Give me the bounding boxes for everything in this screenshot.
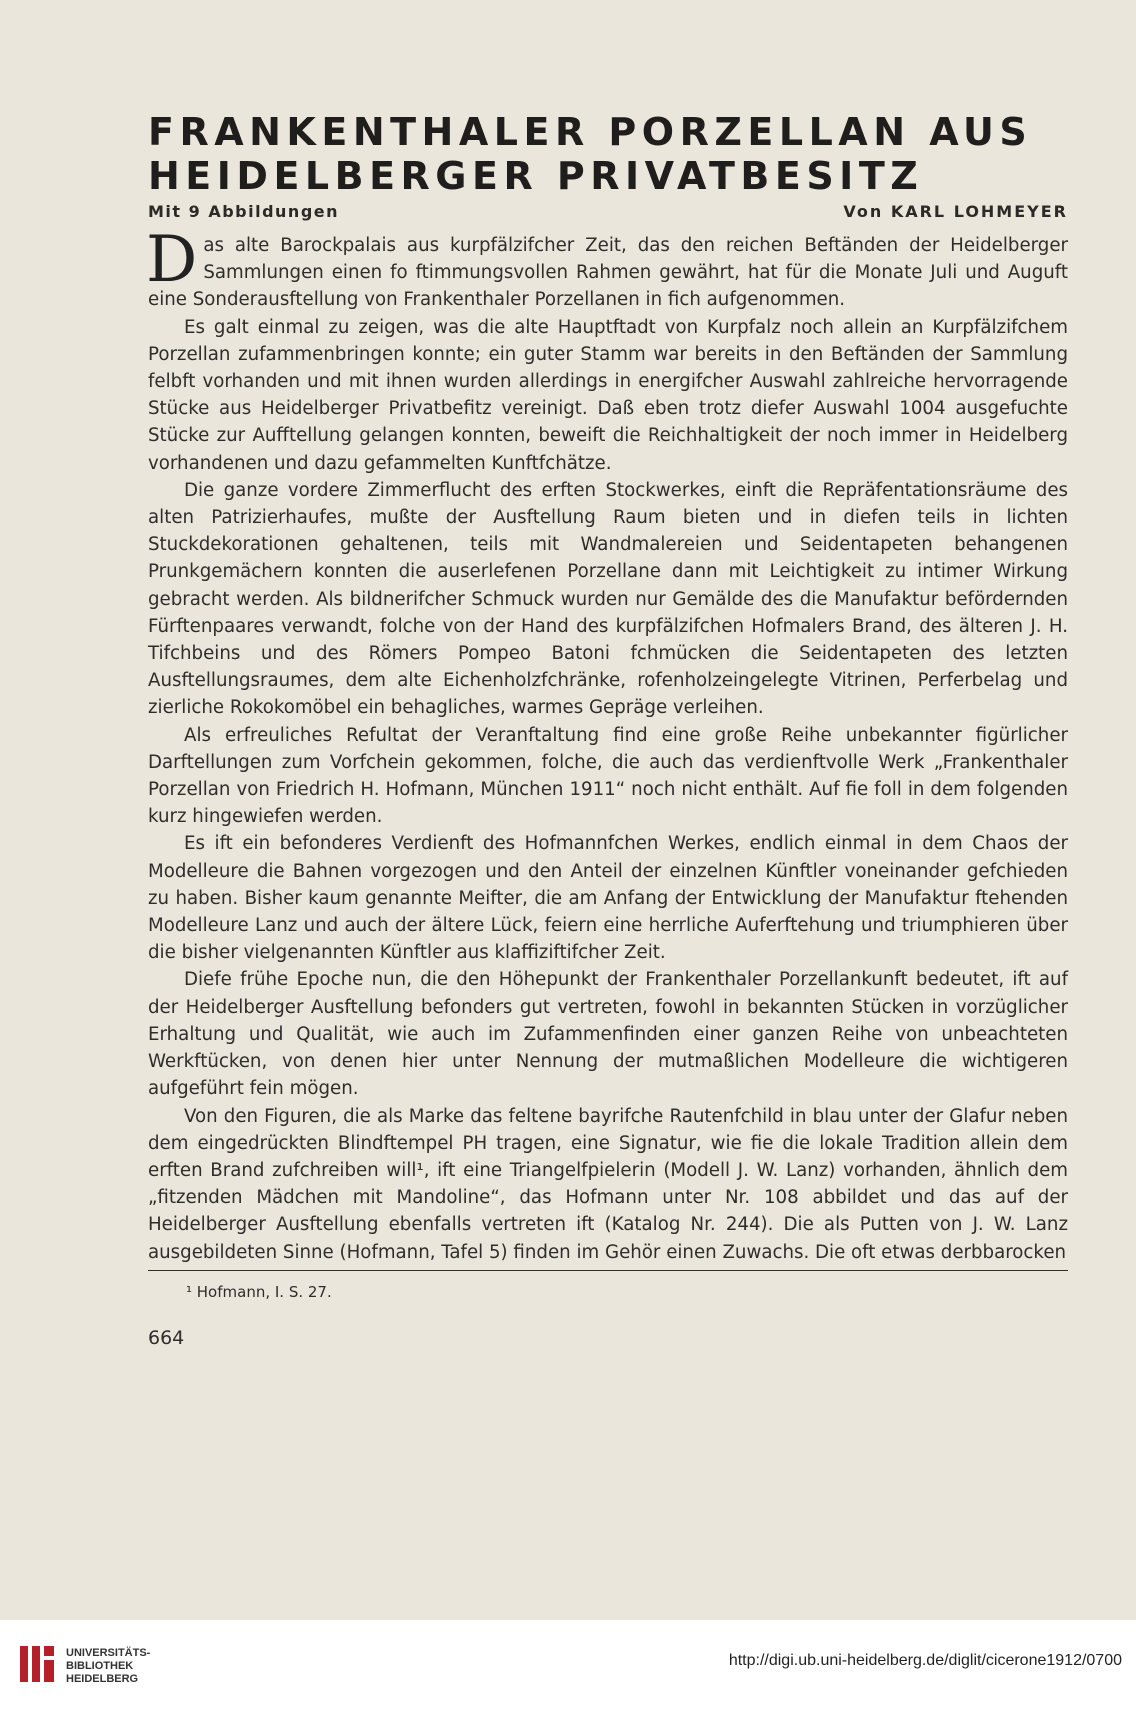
title-line-1: FRANKENTHALER PORZELLAN AUS bbox=[148, 110, 1033, 154]
institution-name bbox=[66, 1647, 150, 1686]
paragraph: Von den Figuren, die als Marke das feltene bayrifche Rautenfchild in blau unter der Glafur neben dem eingedrückten Blindftempel PH tragen, eine Signatur, wie fie die lokale Tradition allein dem erften Brand zufchreiben will¹, ift eine Triangelfpielerin (Modell J. W. Lanz) vorhanden, ähnlich dem „fitzenden Mädchen mit Mandoline“, das Hofmann unter Nr. 108 abbildet und das auf der Heidelberger Ausftellung ebenfalls vertreten ift (Katalog Nr. 244). Die als Putten von J. W. Lanz ausgebildeten Sinne (Hofmann, Tafel 5) finden im Gehör einen Zuwachs. Die oft etwas derbbarocken bbox=[148, 1105, 1068, 1263]
subtitle: Mit 9 Abbildungen bbox=[148, 202, 340, 221]
article-body bbox=[146, 223, 1068, 1266]
paragraph: Es galt einmal zu zeigen, was die alte Hauptftadt von Kurpfalz noch allein an Kurpfälzifchem Porzellan zufammenbringen konnte; ein guter Stamm war bereits in den Beftänden der Sammlung felbft vorhanden und mit ihnen wurden allerdings in energifcher Auswahl zahlreiche hervorragende Stücke aus Heidelberger Privatbefitz vereinigt. Daß eben trotz diefer Auswahl 1004 ausgefuchte Stücke zur Aufftellung gelangen konnten, beweift die Reichhaltigkeit der noch immer in Heidelberg vorhandenen und dazu gefammelten Kunftfchätze. bbox=[148, 316, 1068, 474]
institution-line-3: HEIDELBERG bbox=[66, 1673, 139, 1685]
page-number: 664 bbox=[148, 1326, 185, 1349]
library-footer bbox=[0, 1620, 1136, 1716]
article-page bbox=[148, 110, 1068, 1349]
institution-line-1: UNIVERSITÄTS- bbox=[66, 1647, 151, 1659]
drop-cap: D bbox=[146, 223, 198, 297]
paragraph-text: as alte Barockpalais aus kurpfälzifcher Zeit, das den reichen Beftänden der Heidelberger Sammlungen einen fo ftimmungsvollen Rahmen gewährt, hat für die Monate Juli und Auguft eine Sonderausftellung von Frankenthaler Porzellanen in fich aufgenommen. bbox=[148, 235, 1068, 311]
title-line-2: HEIDELBERGER PRIVATBESITZ bbox=[148, 154, 924, 198]
footnote: ¹ Hofmann, I. S. 27. bbox=[186, 1282, 332, 1301]
paragraph bbox=[146, 223, 1068, 314]
author: Von KARL LOHMEYER bbox=[843, 202, 1068, 221]
paragraph: Diefe frühe Epoche nun, die den Höhepunkt der Frankenthaler Porzellankunft bedeutet, ift auf der Heidelberger Ausftellung befonders gut vertreten, fowohl in bekannten Stücken in vorzüglicher Erhaltung und Qualität, wie auch im Zufammenfinden einer ganzen Reihe von unbeachteten Werkftücken, von denen hier unter Nennung der mutmaßlichen Modelleure die wichtigeren aufgeführt fein mögen. bbox=[148, 969, 1068, 1100]
permalink-url[interactable]: http://digi.ub.uni-heidelberg.de/diglit/cicerone1912/0700 bbox=[728, 1652, 1122, 1669]
article-title bbox=[148, 110, 1068, 198]
institution-line-2: BIBLIOTHEK bbox=[66, 1660, 134, 1672]
paragraph: Als erfreuliches Refultat der Veranftaltung find eine große Reihe unbekannter figürlicher Darftellungen zum Vorfchein gekommen, folche, die auch das verdienftvolle Werk „Frankenthaler Porzellan von Friedrich H. Hofmann, München 1911“ noch nicht enthält. Auf fie foll in dem folgenden kurz hingewiefen werden. bbox=[148, 724, 1068, 828]
library-seal-icon bbox=[16, 1642, 60, 1686]
footnote-divider bbox=[148, 1270, 1068, 1271]
byline bbox=[148, 202, 1068, 224]
paragraph: Es ift ein befonderes Verdienft des Hofmannfchen Werkes, endlich einmal in dem Chaos der Modelleure die Bahnen vorgezogen und den Anteil der einzelnen Künftler voneinander gefchieden zu haben. Bisher kaum genannte Meifter, die am Anfang der Entwicklung der Manufaktur ftehenden Modelleure Lanz und auch der ältere Lück, feiern eine herrliche Auferftehung und triumphieren über die bisher vielgenannten Künftler aus klaffiziftifcher Zeit. bbox=[148, 833, 1068, 964]
paragraph: Die ganze vordere Zimmerflucht des erften Stockwerkes, einft die Repräfentationsräume des alten Patrizierhaufes, mußte der Ausftellung Raum bieten und in diefen teils in lichten Stuckdekorationen gehaltenen, teils mit Wandmalereien und Seidentapeten behangenen Prunkgemächern konnten die auserlefenen Porzellane dann mit Leichtigkeit zu intimer Wirkung gebracht werden. Als bildnerifcher Schmuck wurden nur Gemälde des die Manufaktur befördernden Fürftenpaares verwandt, folche von der Hand des kurpfälzifchen Hofmalers Brand, des älteren J. H. Tifchbeins und des Römers Pompeo Batoni fchmücken die Seidentapeten des letzten Ausftellungsraumes, dem alte Eichenholzfchränke, rofenholzeingelegte Vitrinen, Perferbelag und zierliche Rokokomöbel ein behagliches, warmes Gepräge verleihen. bbox=[148, 479, 1068, 719]
